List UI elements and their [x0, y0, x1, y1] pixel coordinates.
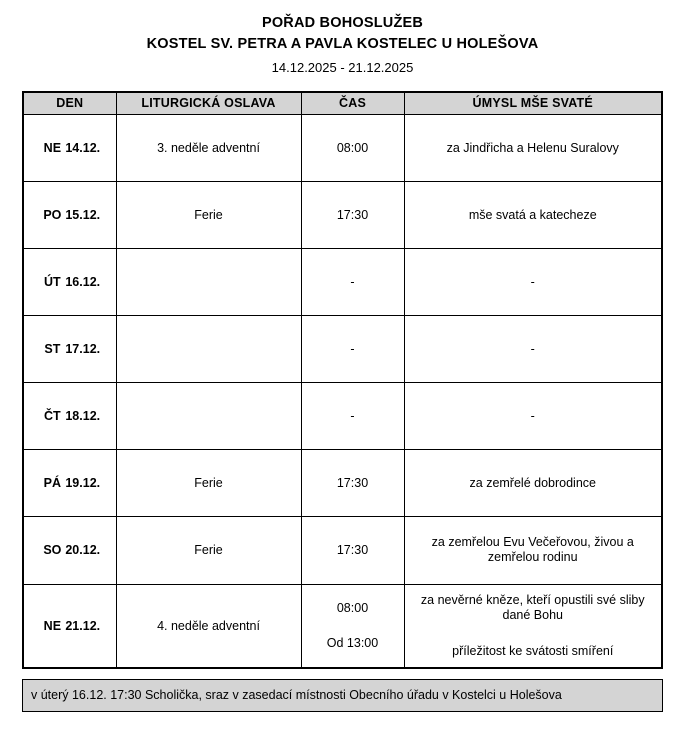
cell-day [23, 181, 116, 248]
day-name: ČT [44, 408, 61, 423]
cell-time: - [301, 315, 404, 382]
cell-intent: za Jindřicha a Helenu Suralovy [404, 114, 662, 181]
cell-liturgy: 4. neděle adventní [116, 584, 301, 668]
day-date: 14.12. [65, 140, 101, 155]
table-header-row [23, 92, 662, 114]
day-name: ST [44, 341, 61, 356]
cell-day [23, 114, 116, 181]
table-row [23, 584, 662, 668]
day-date: 17.12. [65, 341, 101, 356]
document-header [0, 0, 685, 78]
day-date: 19.12. [65, 475, 101, 490]
title-line-1: POŘAD BOHOSLUŽEB [261, 15, 424, 31]
table-row [23, 248, 662, 315]
day-name: ÚT [44, 274, 61, 289]
cell-time: 17:30 [301, 516, 404, 584]
day-date: 18.12. [65, 408, 101, 423]
cell-intent: za zemřelé dobrodince [404, 449, 662, 516]
cell-intent-primary: za nevěrné kněze, kteří opustili své sliby dané Bohu [420, 592, 645, 622]
table-row [23, 315, 662, 382]
cell-liturgy [116, 382, 301, 449]
title-line-2: KOSTEL SV. PETRA A PAVLA KOSTELEC U HOLEŠOVA [146, 36, 539, 52]
day-name: PÁ [43, 475, 62, 490]
day-date: 20.12. [65, 543, 101, 557]
column-header-liturgy: LITURGICKÁ OSLAVA [116, 92, 301, 114]
cell-day [23, 449, 116, 516]
schedule-table [22, 91, 663, 669]
cell-liturgy: Ferie [116, 449, 301, 516]
table-row [23, 114, 662, 181]
day-date: 15.12. [65, 207, 101, 222]
column-header-time: ČAS [301, 92, 404, 114]
table-row [23, 516, 662, 584]
cell-time: - [301, 248, 404, 315]
schedule-table-wrapper [22, 91, 663, 669]
day-name: NE [43, 618, 62, 633]
table-row [23, 181, 662, 248]
day-date: 21.12. [65, 618, 101, 633]
cell-liturgy: Ferie [116, 516, 301, 584]
cell-day [23, 382, 116, 449]
table-row [23, 449, 662, 516]
cell-intent: - [404, 382, 662, 449]
cell-time-primary: 08:00 [336, 601, 369, 616]
cell-day [23, 516, 116, 584]
day-name: PO [43, 207, 62, 222]
cell-time-secondary: Od 13:00 [326, 636, 379, 651]
cell-intent [404, 584, 662, 668]
day-date: 16.12. [65, 274, 101, 289]
cell-day [23, 248, 116, 315]
cell-intent: mše svatá a katecheze [404, 181, 662, 248]
cell-intent: - [404, 315, 662, 382]
cell-time: - [301, 382, 404, 449]
cell-liturgy: 3. neděle adventní [116, 114, 301, 181]
cell-time: 17:30 [301, 449, 404, 516]
date-range: 14.12.2025 - 21.12.2025 [271, 60, 414, 75]
cell-day [23, 584, 116, 668]
cell-intent-secondary: příležitost ke svátosti smíření [452, 643, 614, 658]
cell-liturgy [116, 248, 301, 315]
cell-liturgy [116, 315, 301, 382]
cell-time: 17:30 [301, 181, 404, 248]
cell-time [301, 584, 404, 668]
cell-intent: za zemřelou Evu Večeřovou, živou a zemřelou rodinu [404, 516, 662, 584]
day-name: SO [43, 543, 62, 557]
cell-time: 08:00 [301, 114, 404, 181]
footer-note: v úterý 16.12. 17:30 Scholička, sraz v zasedací místnosti Obecního úřadu v Kostelci u Holešova [22, 679, 663, 712]
table-row [23, 382, 662, 449]
column-header-day: DEN [23, 92, 116, 114]
column-header-intent: ÚMYSL MŠE SVATÉ [404, 92, 662, 114]
cell-day [23, 315, 116, 382]
day-name: NE [43, 140, 62, 155]
cell-intent: - [404, 248, 662, 315]
cell-liturgy: Ferie [116, 181, 301, 248]
